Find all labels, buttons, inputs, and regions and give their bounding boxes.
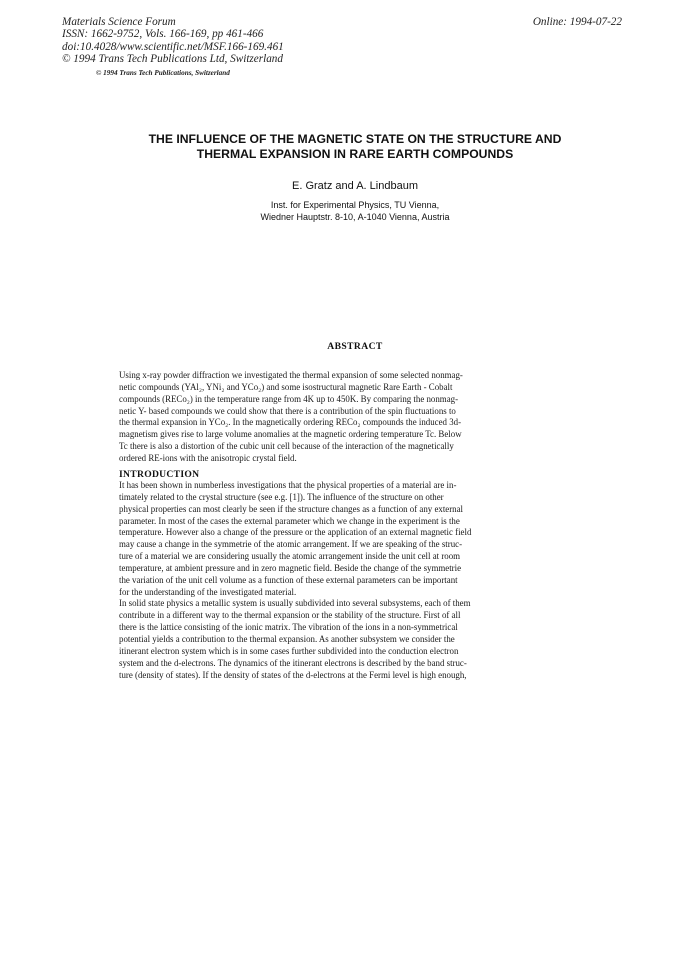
abstract-line: netic compounds (YAl₂, YNi₂ and YCo₂) and some isostructural magnetic Rare Earth - Cobalt xyxy=(119,381,453,392)
intro-line: there is the lattice consisting of the ionic matrix. The vibration of the ions in a non-symmetrical xyxy=(119,622,458,633)
introduction-text xyxy=(119,480,539,681)
affiliation-line-1: Inst. for Experimental Physics, TU Vienna, xyxy=(270,200,440,210)
intro-line: physical properties can most clearly be seen if the structure changes as a function of any external xyxy=(119,503,464,514)
intro-line: parameter. In most of the cases the external parameter which we change in the experiment is the xyxy=(119,515,460,526)
abstract-text xyxy=(119,370,539,465)
abstract-line: Using x-ray powder diffraction we investigated the thermal expansion of some selected nonmag- xyxy=(119,370,463,380)
intro-line: temperature. However also a change of the pressure or the application of an external magnetic field xyxy=(119,527,472,538)
citation-header xyxy=(62,16,284,66)
abstract-line: compounds (RECo₂) in the temperature range from 4K up to 450K. By comparing the nonmag- xyxy=(119,393,459,404)
abstract-line: ordered RE-ions with the anisotropic crystal field. xyxy=(119,452,297,463)
intro-line: timately related to the crystal structure (see e.g. [1]). The influence of the structure on other xyxy=(119,491,444,502)
abstract-heading: ABSTRACT xyxy=(327,341,383,352)
copyright-line: © 1994 Trans Tech Publications Ltd, Switzerland xyxy=(62,53,283,66)
intro-line: itinerant electron system which is in some cases further subdivided into the conduction electron xyxy=(119,645,459,656)
intro-line: temperature, at ambient pressure and in zero magnetic field. Beside the change of the symmetrie xyxy=(119,562,462,573)
intro-line: potential yields a contribution to the thermal expansion. As another subsystem we consider the xyxy=(119,633,455,644)
intro-line: ture of a material we are considering usually the atomic arrangement inside the unit cell at room xyxy=(119,551,461,562)
affiliation-line-2: Wiedner Hauptstr. 8-10, A-1040 Vienna, Austria xyxy=(260,211,450,222)
title-line-2: THERMAL EXPANSION IN RARE EARTH COMPOUNDS xyxy=(196,147,514,161)
introduction-heading: INTRODUCTION xyxy=(119,469,200,480)
abstract-line: netic Y- based compounds we could show that there is a contribution of the spin fluctuations to xyxy=(119,405,456,416)
abstract-line: Tc there is also a distortion of the cubic unit cell because of the interaction of the magnetically xyxy=(119,441,454,452)
intro-line: In solid state physics a metallic system is usually subdivided into several subsystems, each of them xyxy=(119,598,471,609)
intro-line: may cause a change in the symmetrie of the atomic arrangement. If we are speaking of the struc- xyxy=(119,539,463,550)
abstract-line: the thermal expansion in YCo₂. In the magnetically ordering RECo₂ compounds the induced 3d- xyxy=(119,417,462,428)
intro-line: contribute in a different way to the thermal expansion or the stability of the structure. First of all xyxy=(119,610,461,621)
affiliation xyxy=(60,200,650,223)
issn-line: ISSN: 1662-9752, Vols. 166-169, pp 461-466 xyxy=(62,28,264,41)
online-date: Online: 1994-07-22 xyxy=(532,16,622,28)
journal-name: Materials Science Forum xyxy=(62,16,176,28)
authors: E. Gratz and A. Lindbaum xyxy=(292,180,418,192)
paper-title xyxy=(60,132,650,162)
publisher-copyright: © 1994 Trans Tech Publications, Switzerland xyxy=(96,69,230,77)
doi-line: doi:10.4028/www.scientific.net/MSF.166-169.461 xyxy=(62,40,284,53)
intro-line: for the understanding of the investigated material. xyxy=(119,586,297,597)
abstract-line: magnetism gives rise to large volume anomalies at the magnetic ordering temperature Tc. Below xyxy=(119,429,462,440)
intro-line: system and the d-electrons. The dynamics of the itinerant electrons is described by the band struc- xyxy=(119,657,467,668)
title-line-1: THE INFLUENCE OF THE MAGNETIC STATE ON THE STRUCTURE AND xyxy=(148,132,562,146)
intro-line: the variation of the unit cell volume as a function of these external parameters can be important xyxy=(119,574,458,585)
intro-line: It has been shown in numberless investigations that the physical properties of a material are in- xyxy=(119,480,457,490)
intro-line: ture (density of states). If the density of states of the d-electrons at the Fermi level is high enough, xyxy=(119,669,467,680)
